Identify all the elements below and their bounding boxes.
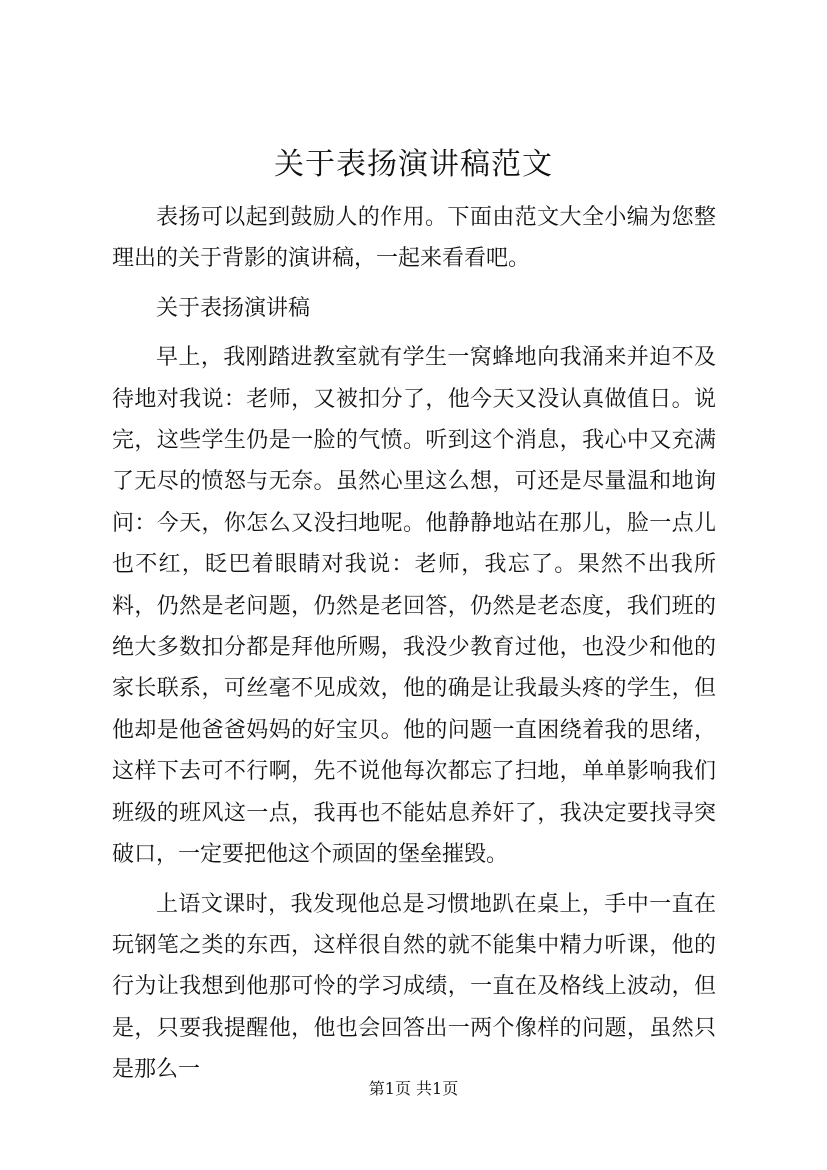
body-paragraph: 上语文课时，我发现他总是习惯地趴在桌上，手中一直在玩钢笔之类的东西，这样很自然的就不能集中精力听课，他的行为让我想到他那可怜的学习成绩，一直在及格线上波动，但是，只要我提醒他，他也会回答出一两个像样的问题，虽然只是那么一 <box>112 891 716 1083</box>
page-footer: 第1页 共1页 <box>368 1079 459 1098</box>
intro-paragraph: 表扬可以起到鼓励人的作用。下面由范文大全小编为您整理出的关于背影的演讲稿，一起来看看吧。 <box>112 205 716 272</box>
body-paragraph: 早上，我刚踏进教室就有学生一窝蜂地向我涌来并迫不及待地对我说：老师，又被扣分了，他今天又没认真做值日。说完，这些学生仍是一脸的气愤。听到这个消息，我心中又充满了无尽的愤怒与无奈。虽然心里这么想，可还是尽量温和地询问：今天，你怎么又没扫地呢。他静静地站在那儿，脸一点儿也不红，眨巴着眼睛对我说：老师，我忘了。果然不出我所料，仍然是老问题，仍然是老回答，仍然是老态度，我们班的绝大多数扣分都是拜他所赐，我没少教育过他，也没少和他的家长联系，可丝毫不见成效，他的确是让我最头疼的学生，但他却是他爸爸妈妈的好宝贝。他的问题一直困绕着我的思绪，这样下去可不行啊，先不说他每次都忘了扫地，单单影响我们班级的班风这一点，我再也不能姑息养奸了，我决定要找寻突破口，一定要把他这个顽固的堡垒摧毁。 <box>112 345 716 868</box>
section-heading: 关于表扬演讲稿 <box>156 295 311 321</box>
document-title: 关于表扬演讲稿范文 <box>274 147 553 182</box>
document-body <box>112 197 716 1091</box>
